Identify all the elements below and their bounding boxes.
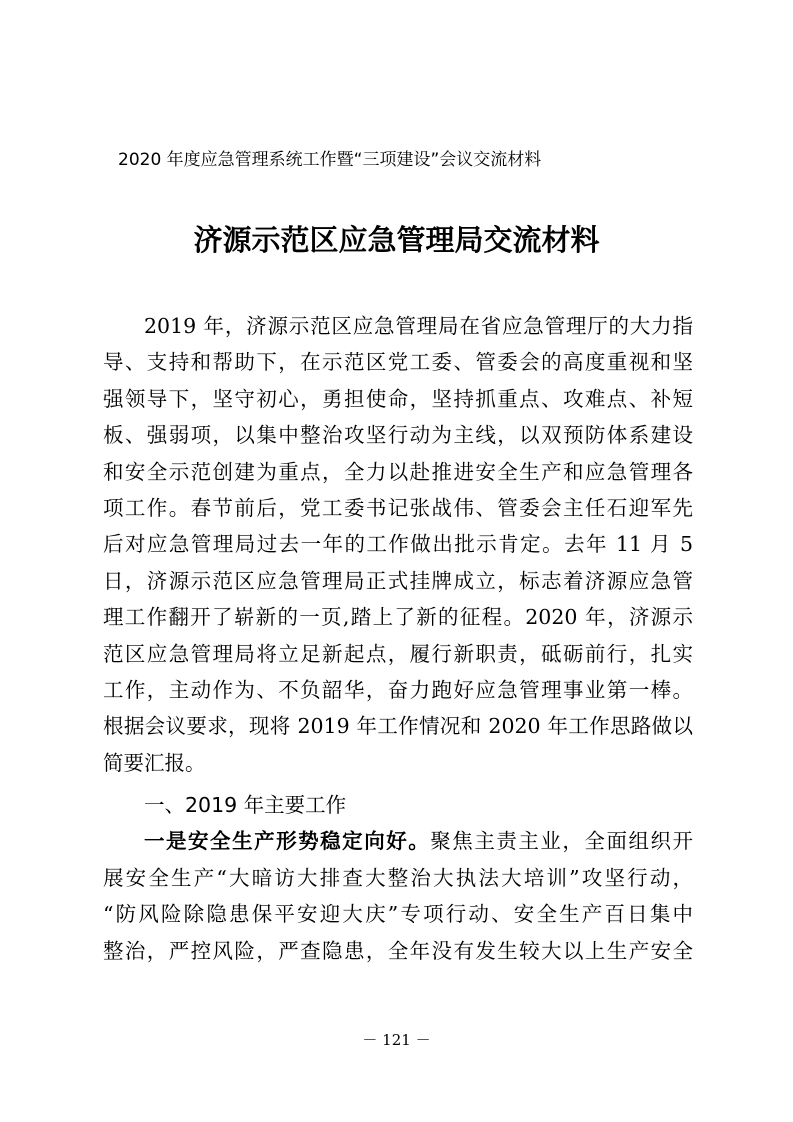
body-line: 项工作。春节前后，党工委书记张战伟、管委会主任石迎军先	[103, 495, 693, 520]
body-line: 和安全示范创建为重点，全力以赴推进安全生产和应急管理各	[103, 459, 693, 484]
body-line-with-lead	[103, 823, 693, 859]
body-line: 工作，主动作为、不负韶华，奋力跑好应急管理事业第一棒。	[103, 677, 693, 702]
body-line: 导、支持和帮助下，在示范区党工委、管委会的高度重视和坚	[103, 350, 693, 375]
document-body	[103, 308, 693, 969]
body-line: 理工作翻开了崭新的一页,踏上了新的征程。2020 年，济源示	[103, 605, 693, 630]
body-line: “防风险除隐患保平安迎大庆”专项行动、安全生产百日集中	[103, 902, 693, 927]
body-line: 根据会议要求，现将 2019 年工作情况和 2020 年工作思路做以	[103, 714, 693, 739]
page-number: － 121 －	[362, 1031, 431, 1049]
body-line: 日，济源示范区应急管理局正式挂牌成立，标志着济源应急管	[103, 568, 693, 593]
document-header: 2020 年度应急管理系统工作暨“三项建设”会议交流材料	[118, 150, 542, 170]
document-title: 济源示范区应急管理局交流材料	[193, 223, 600, 257]
body-line: 2019 年，济源示范区应急管理局在省应急管理厅的大力指	[144, 314, 693, 338]
paragraph-text: 聚焦主责主业，全面组织开	[430, 829, 693, 854]
body-line: 强领导下，坚守初心，勇担使命，坚持抓重点、攻难点、补短	[103, 386, 693, 411]
body-line: 展安全生产“大暗访大排查大整治大执法大培训”攻坚行动，	[103, 865, 693, 890]
paragraph-lead: 一是安全生产形势稳定向好。	[144, 829, 431, 854]
body-line: 简要汇报。	[103, 750, 206, 775]
body-line: 整治，严控风险，严查隐患，全年没有发生较大以上生产安全	[103, 938, 693, 963]
body-line: 板、强弱项，以集中整治攻坚行动为主线，以双预防体系建设	[103, 423, 693, 448]
body-line: 范区应急管理局将立足新起点，履行新职责，砥砺前行，扎实	[103, 641, 693, 666]
body-line: 后对应急管理局过去一年的工作做出批示肯定。去年 11 月 5	[103, 532, 693, 557]
section-heading: 一、2019 年主要工作	[144, 793, 347, 818]
